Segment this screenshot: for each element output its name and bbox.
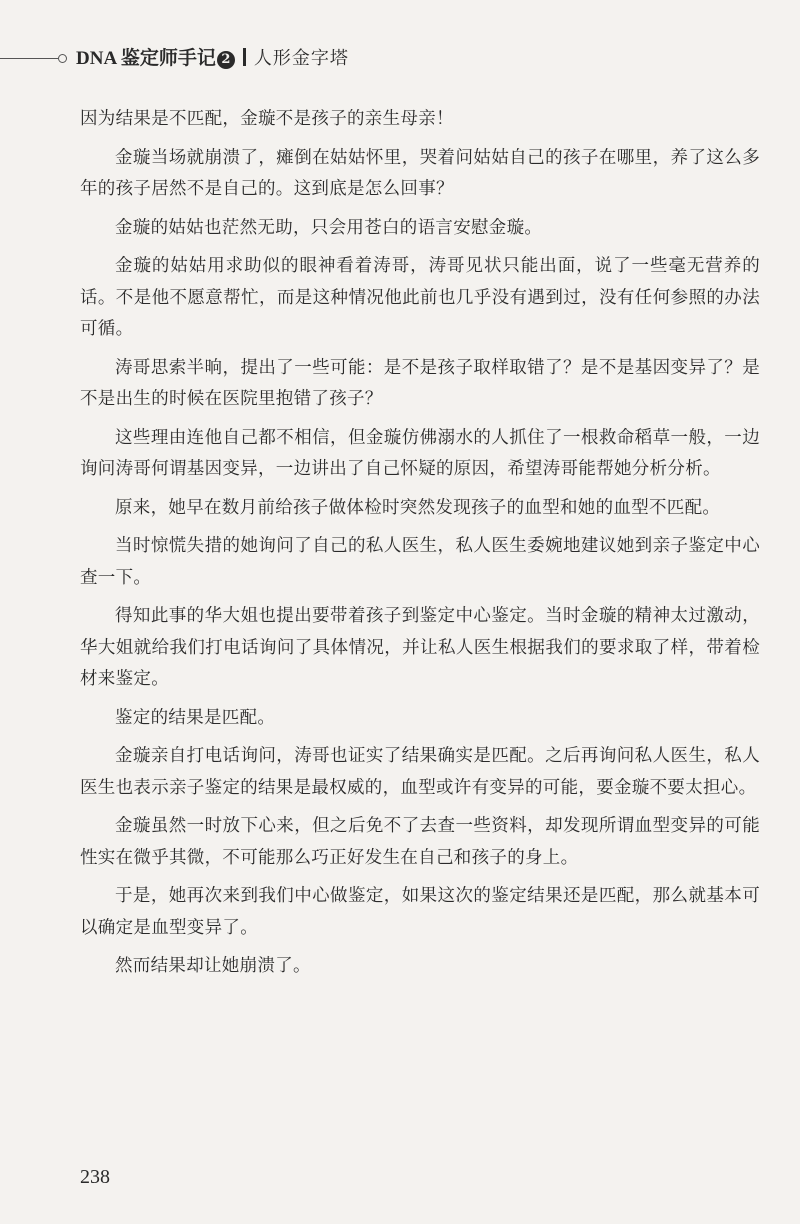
paragraph: 于是，她再次来到我们中心做鉴定，如果这次的鉴定结果还是匹配，那么就基本可以确定是血型变异了。 (80, 886, 760, 938)
page-number: 238 (80, 1166, 110, 1188)
paragraph: 当时惊慌失措的她询问了自己的私人医生，私人医生委婉地建议她到亲子鉴定中心查一下。 (80, 536, 760, 588)
paragraph: 金璇的姑姑也茫然无助，只会用苍白的语言安慰金璇。 (115, 217, 543, 238)
book-title: DNA 鉴定师手记 (76, 48, 216, 69)
paragraph: 金璇亲自打电话询问，涛哥也证实了结果确实是匹配。之后再询问私人医生，私人医生也表示亲子鉴定的结果是最权威的，血型或许有变异的可能，要金璇不要太担心。 (80, 746, 760, 798)
paragraph: 涛哥思索半晌，提出了一些可能：是不是孩子取样取错了？是不是基因变异了？是不是出生的时候在医院里抱错了孩子？ (80, 357, 760, 409)
volume-badge: 2 (217, 51, 235, 69)
paragraph: 金璇当场就崩溃了，瘫倒在姑姑怀里，哭着问姑姑自己的孩子在哪里，养了这么多年的孩子居然不是自己的。这到底是怎么回事？ (80, 147, 760, 199)
paragraph: 金璇虽然一时放下心来，但之后免不了去查一些资料，却发现所谓血型变异的可能性实在微乎其微，不可能那么巧正好发生在自己和孩子的身上。 (80, 816, 760, 868)
paragraph: 鉴定的结果是匹配。 (115, 707, 276, 728)
chapter-subtitle: 人形金字塔 (253, 48, 349, 69)
paragraph: 原来，她早在数月前给孩子做体检时突然发现孩子的血型和她的血型不匹配。 (115, 497, 721, 518)
header-rule-dot (58, 54, 67, 63)
header-rule-line (0, 58, 58, 59)
paragraph: 得知此事的华大姐也提出要带着孩子到鉴定中心鉴定。当时金璇的精神太过激动，华大姐就给我们打电话询问了具体情况，并让私人医生根据我们的要求取了样，带着检材来鉴定。 (80, 606, 760, 689)
paragraph: 然而结果却让她崩溃了。 (115, 956, 311, 976)
body-text (80, 104, 760, 983)
running-header (0, 44, 800, 74)
header-text (76, 44, 349, 73)
header-separator (243, 48, 246, 66)
paragraph: 金璇的姑姑用求助似的眼神看着涛哥，涛哥见状只能出面，说了一些毫无营养的话。不是他不愿意帮忙，而是这种情况他此前也几乎没有遇到过，没有任何参照的办法可循。 (80, 256, 760, 339)
paragraph: 因为结果是不匹配，金璇不是孩子的亲生母亲！ (80, 109, 454, 129)
paragraph: 这些理由连他自己都不相信，但金璇仿佛溺水的人抓住了一根救命稻草一般，一边询问涛哥何谓基因变异，一边讲出了自己怀疑的原因，希望涛哥能帮她分析分析。 (80, 427, 760, 479)
